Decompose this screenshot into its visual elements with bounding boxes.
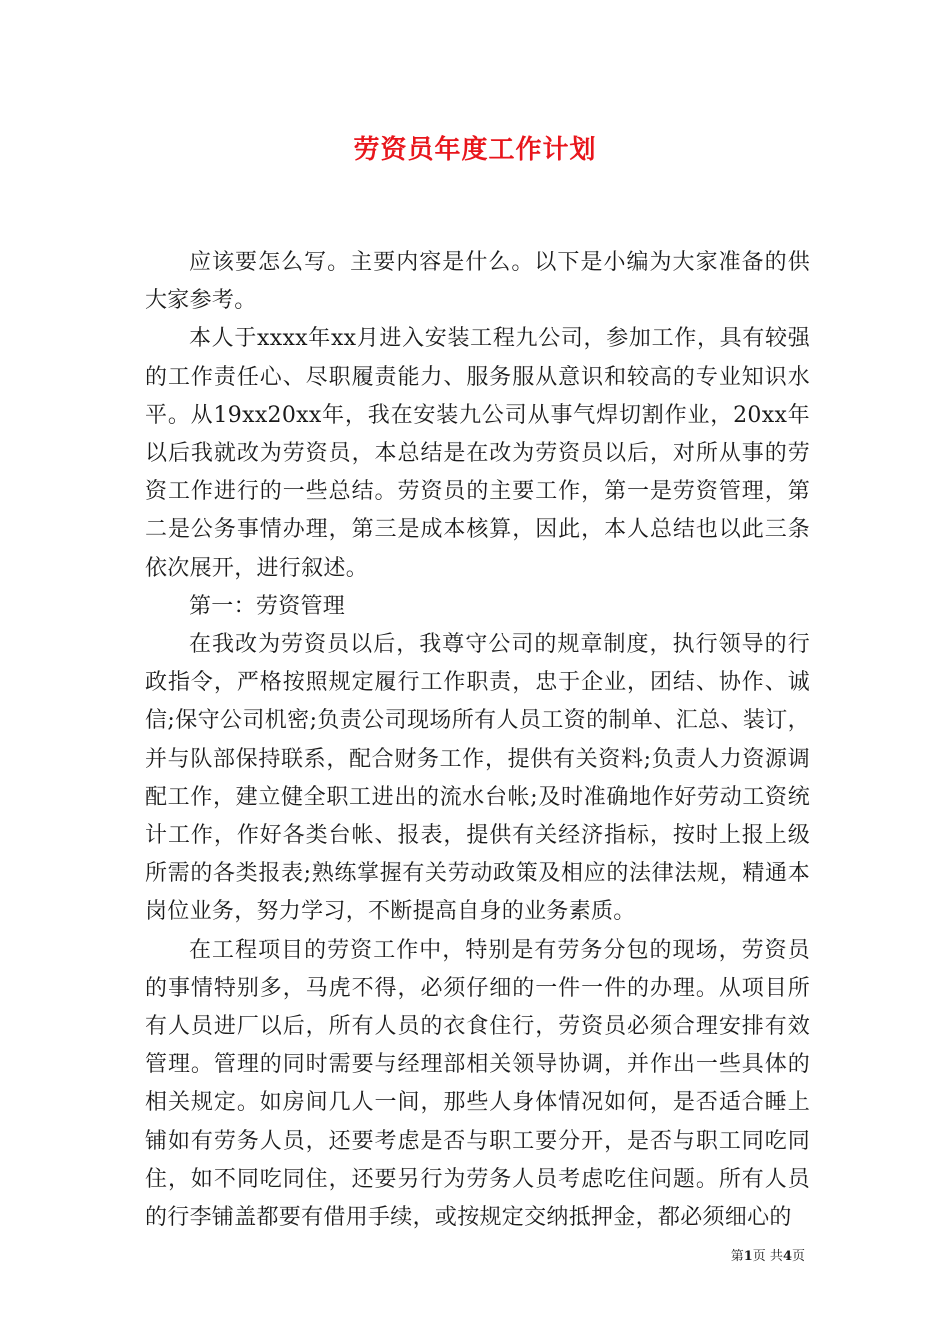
footer-current-page: 1 [743,1249,753,1264]
footer-suffix: 页 [791,1249,805,1264]
paragraph-background: 本人于xxxx年xx月进入安装工程九公司，参加工作，具有较强的工作责任心、尽职履责能力、服务服从意识和较高的专业知识水平。从19xx20xx年，我在安装九公司从事气焊切割作业，20xx年以后我就改为劳资员，本总结是在改为劳资员以后，对所从事的劳资工作进行的一些总结。劳资员的主要工作，第一是劳资管理，第二是公务事情办理，第三是成本核算，因此，本人总结也以此三条依次展开，进行叙述。 [145,326,810,581]
section-heading-labor-management: 第一：劳资管理 [189,593,346,619]
footer-prefix: 第 [730,1249,744,1264]
paragraph-intro: 应该要怎么写。主要内容是什么。以下是小编为大家准备的供大家参考。 [145,250,810,314]
document-title: 劳资员年度工作计划 [353,135,597,165]
paragraph-duties: 在我改为劳资员以后，我尊守公司的规章制度，执行领导的行政指令，严格按照规定履行工作职责，忠于企业，团结、协作、诚信;保守公司机密;负责公司现场所有人员工资的制单、汇总、装订，并与队部保持联系，配合财务工作，提供有关资料;负责人力资源调配工作，建立健全职工进出的流水台帐;及时准确地作好劳动工资统计工作，作好各类台帐、报表，提供有关经济指标，按时上报上级所需的各类报表;熟练掌握有关劳动政策及相应的法律法规，精通本岗位业务，努力学习，不断提高自身的业务素质。 [145,632,810,925]
footer-middle: 页 共 [752,1249,783,1264]
footer-total-pages: 4 [782,1249,792,1264]
document-body [145,244,810,1237]
page-number-footer [731,1248,805,1266]
paragraph-project-work: 在工程项目的劳资工作中，特别是有劳务分包的现场，劳资员的事情特别多，马虎不得，必须仔细的一件一件的办理。从项目所有人员进厂以后，所有人员的衣食住行，劳资员必须合理安排有效管理。管理的同时需要与经理部相关领导协调，并作出一些具体的相关规定。如房间几人一间，那些人身体情况如何，是否适合睡上铺如有劳务人员，还要考虑是否与职工要分开，是否与职工同吃同住，如不同吃同住，还要另行为劳务人员考虑吃住问题。所有人员的行李铺盖都要有借用手续，或按规定交纳抵押金，都必须细心的 [145,937,810,1231]
